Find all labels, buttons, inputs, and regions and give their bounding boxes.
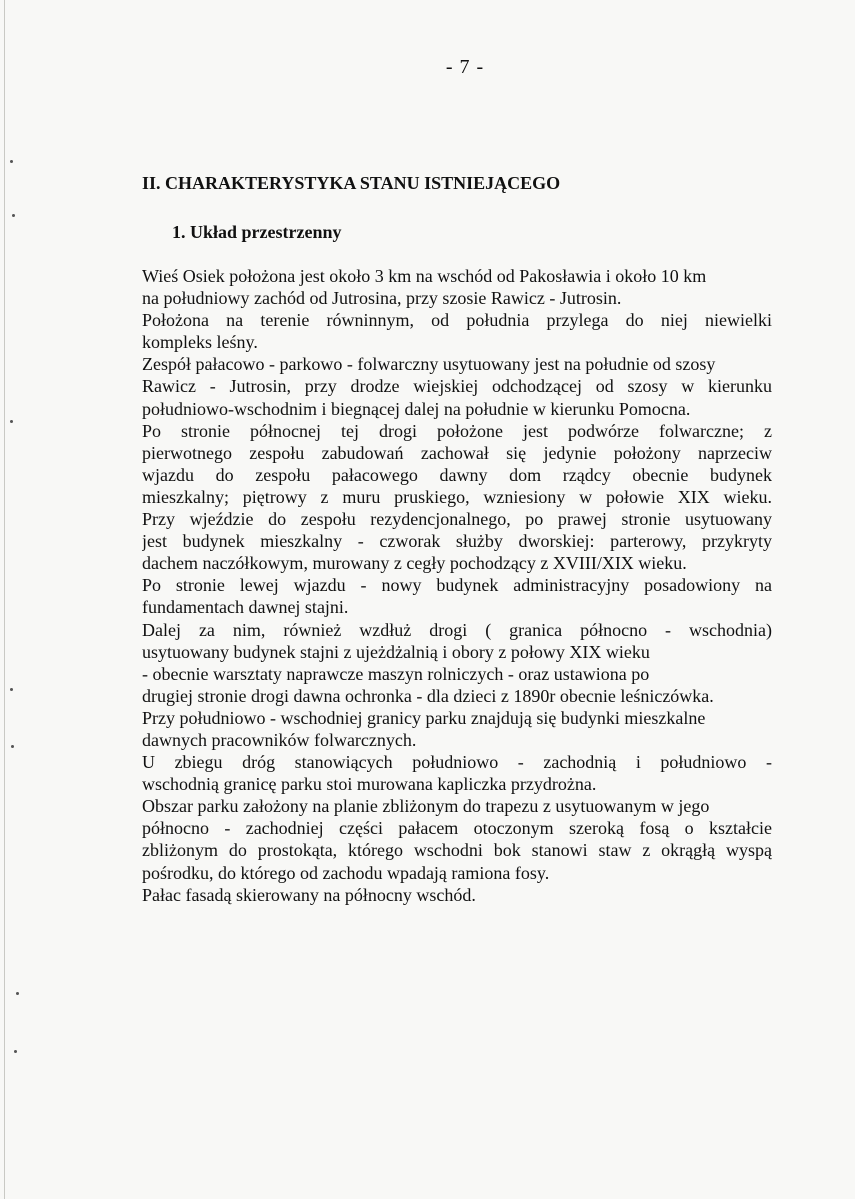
text-line: fundamentach dawnej stajni. — [142, 597, 349, 618]
text-line: jest budynek mieszkalny - czworak służby dworskiej: parterowy, przykryty — [142, 531, 772, 552]
text-line: wschodnią granicę parku stoi murowana kapliczka przydrożna. — [142, 774, 597, 795]
text-line: - obecnie warsztaty naprawcze maszyn rolniczych - oraz ustawiona po — [142, 663, 650, 684]
text-line: Przy wjeździe do zespołu rezydencjonalnego, po prawej stronie usytuowany — [142, 509, 772, 530]
text-line: pierwotnego zespołu zabudowań zachował się jedynie położony naprzeciw — [142, 442, 772, 463]
text-line: Wieś Osiek położona jest około 3 km na wschód od Pakosławia i około 10 km — [142, 266, 707, 286]
text-line: kompleks leśny. — [142, 332, 258, 353]
text-line: południowo-wschodnim i biegnącej dalej na południe w kierunku Pomocna. — [142, 398, 691, 419]
text-line: Po stronie północnej tej drogi położone jest podwórze folwarczne; z — [142, 420, 772, 441]
margin-mark — [10, 420, 13, 423]
text-line: Obszar parku założony na planie zbliżonym do trapezu z usytuowanym w jego — [142, 796, 710, 817]
body-text — [142, 265, 772, 906]
text-line: Rawicz - Jutrosin, przy drodze wiejskiej odchodzącej od szosy w kierunku — [142, 376, 772, 397]
text-line: Po stronie lewej wjazdu - nowy budynek administracyjny posadowiony na — [142, 575, 772, 596]
text-line: dachem naczółkowym, murowany z cegły pochodzący z XVIII/XIX wieku. — [142, 553, 687, 574]
text-line: mieszkalny; piętrowy z muru pruskiego, wzniesiony w połowie XIX wieku. — [142, 486, 772, 507]
section-title: II. CHARAKTERYSTYKA STANU ISTNIEJĄCEGO — [142, 173, 561, 193]
text-line: Dalej za nim, również wzdłuż drogi ( granica północno - wschodnia) — [142, 619, 772, 640]
margin-mark — [10, 688, 13, 691]
margin-mark — [10, 160, 13, 163]
subsection-title: 1. Układ przestrzenny — [172, 222, 342, 242]
margin-mark — [12, 214, 15, 217]
text-line: Pałac fasadą skierowany na północny wschód. — [142, 884, 476, 905]
scan-edge-line — [4, 0, 5, 1199]
text-line: Zespół pałacowo - parkowo - folwarczny usytuowany jest na południe od szosy — [142, 354, 716, 375]
text-line: usytuowany budynek stajni z ujeżdżalnią i obory z połowy XIX wieku — [142, 641, 650, 662]
text-line: Przy południowo - wschodniej granicy parku znajdują się budynki mieszkalne — [142, 707, 706, 728]
margin-mark — [11, 745, 14, 748]
text-line: drugiej stronie drogi dawna ochronka - dla dzieci z 1890r obecnie leśniczówka. — [142, 685, 714, 706]
text-line: U zbiegu dróg stanowiących południowo - zachodnią i południowo - — [142, 752, 772, 773]
text-line: północno - zachodniej części pałacem otoczonym szeroką fosą o kształcie — [142, 818, 772, 839]
text-line: wjazdu do zespołu pałacowego dawny dom rządcy obecnie budynek — [142, 464, 772, 485]
margin-mark — [14, 1050, 17, 1053]
text-line: pośrodku, do którego od zachodu wpadają ramiona fosy. — [142, 862, 550, 883]
text-line: na południowy zachód od Jutrosina, przy szosie Rawicz - Jutrosin. — [142, 288, 622, 309]
margin-mark — [16, 992, 19, 995]
page-number: - 7 - — [445, 56, 485, 78]
text-line: dawnych pracowników folwarcznych. — [142, 729, 417, 750]
text-line: Położona na terenie równinnym, od południa przylega do niej niewielki — [142, 310, 772, 331]
text-line: zbliżonym do prostokąta, którego wschodni bok stanowi staw z okrągłą wyspą — [142, 840, 772, 861]
